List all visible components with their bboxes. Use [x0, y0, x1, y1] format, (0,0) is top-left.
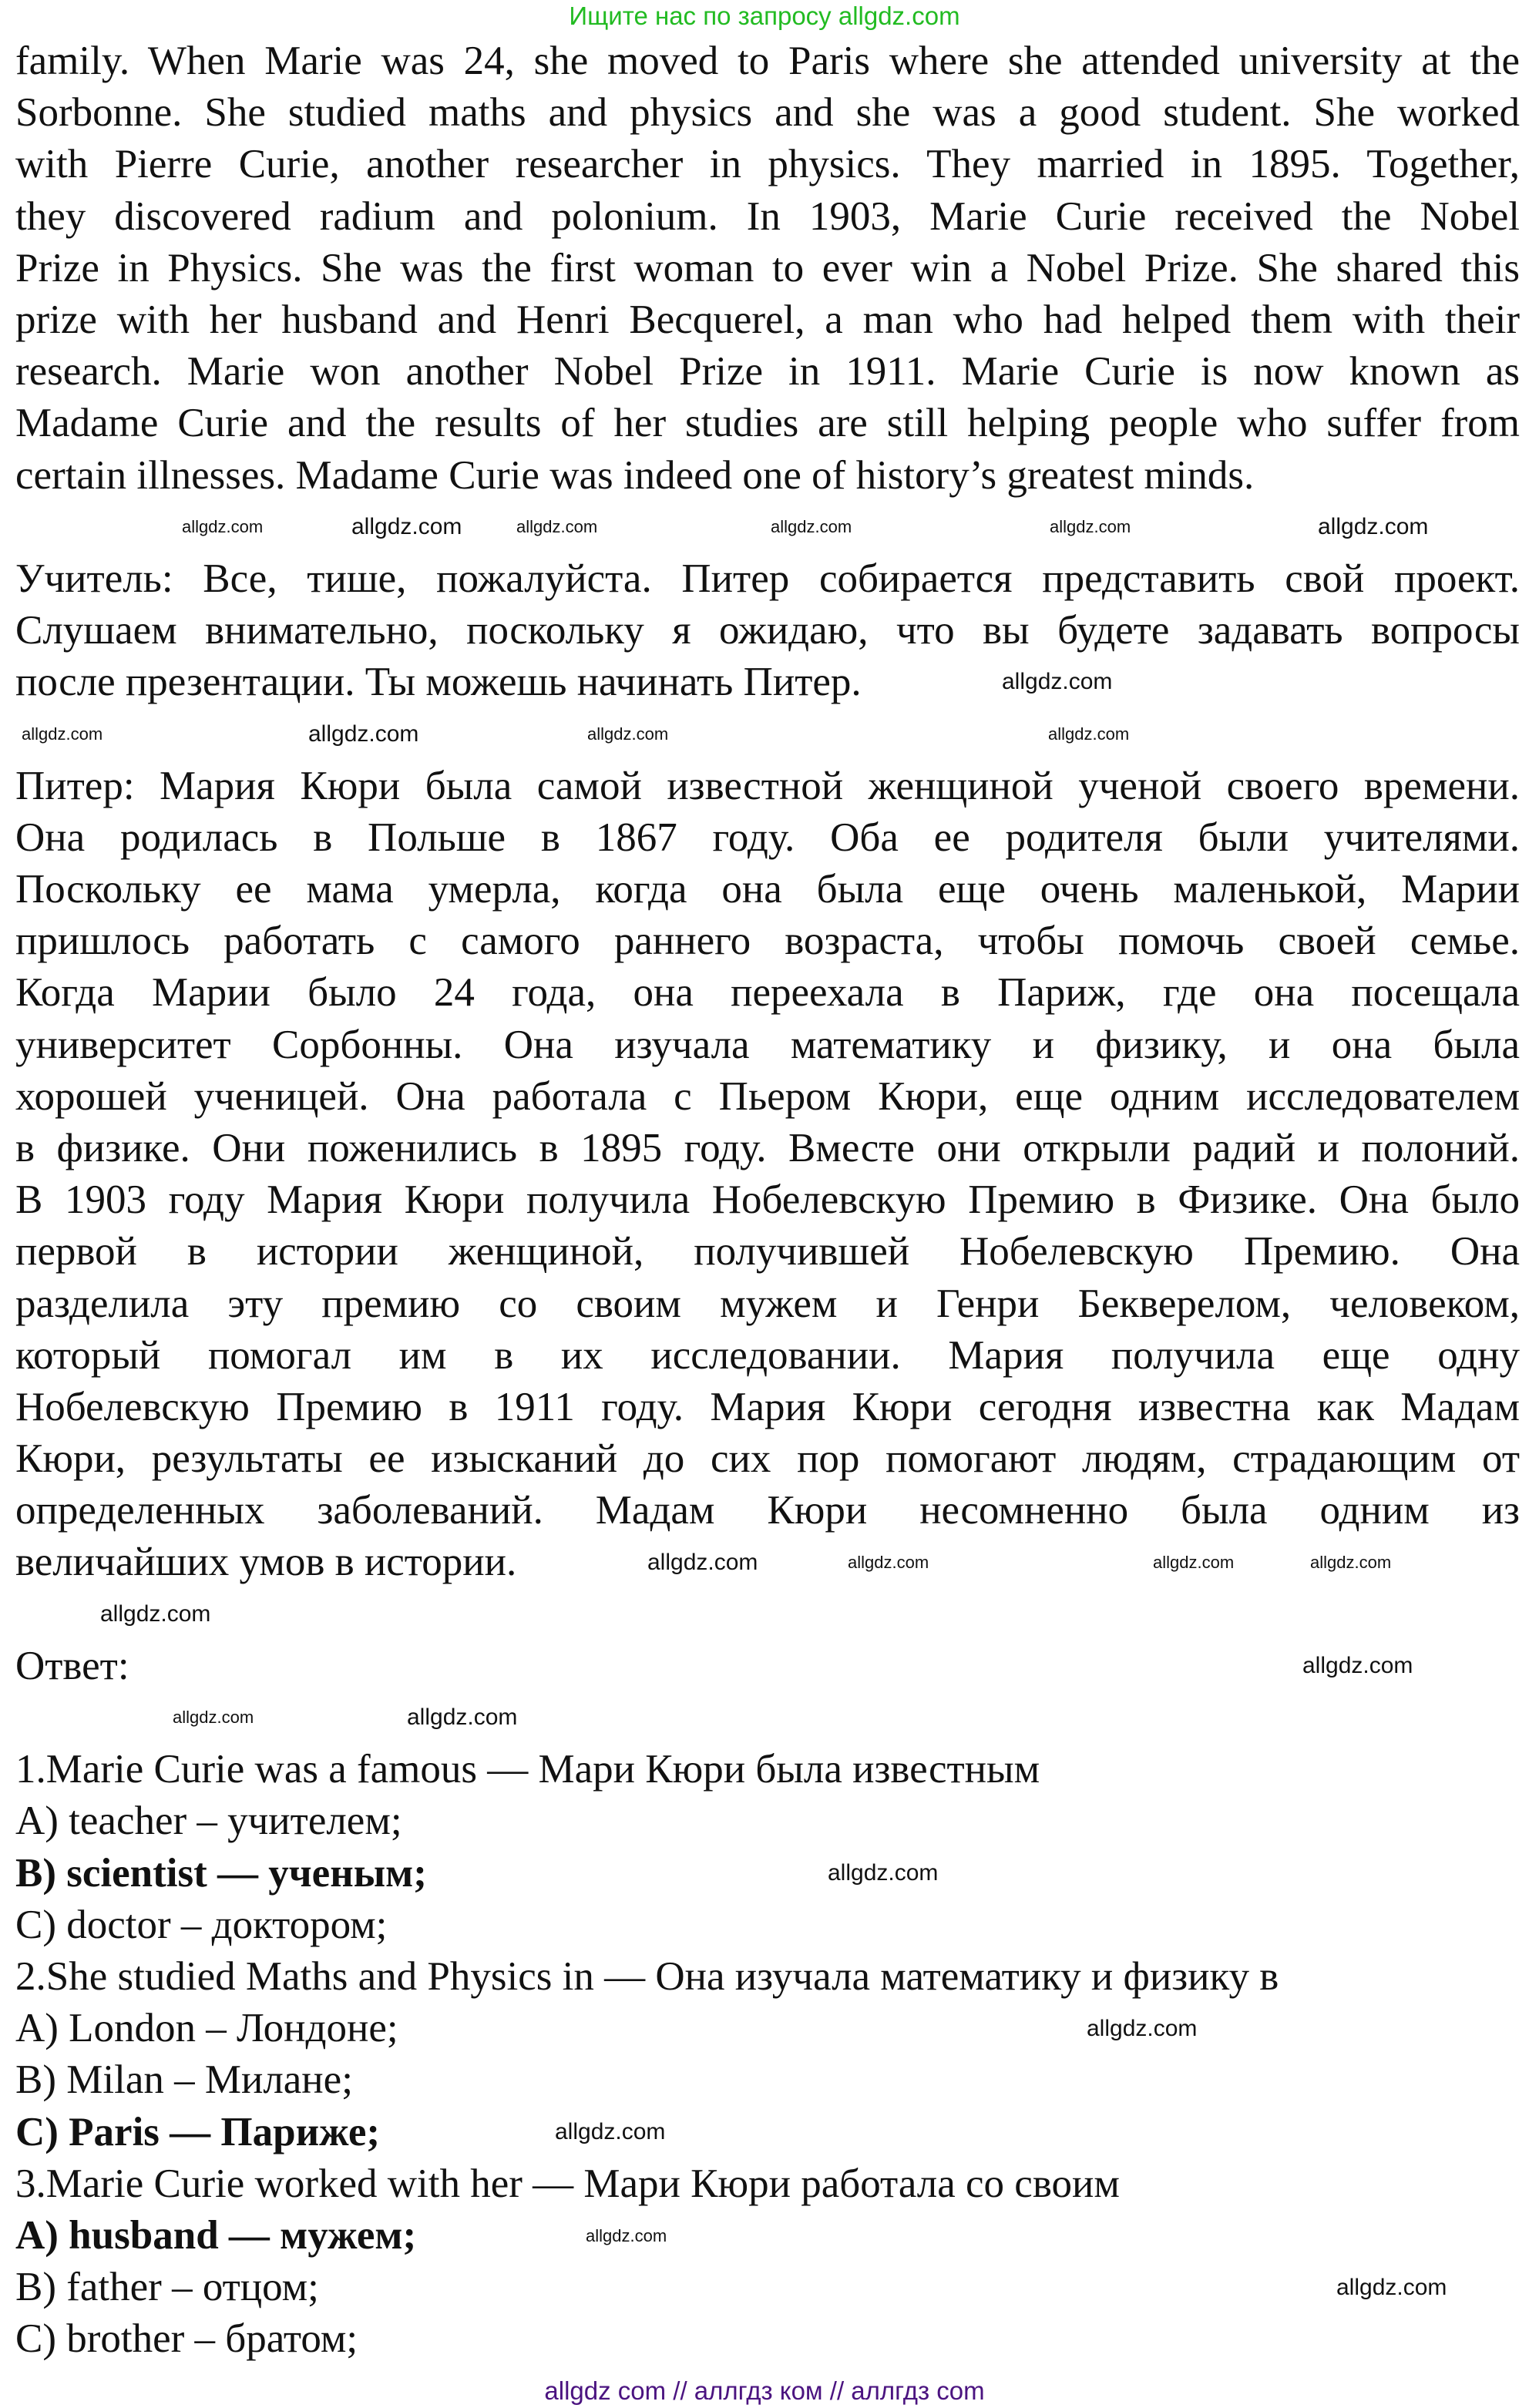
text-line: который помогал им в их исследовании. Мария получила еще одну — [15, 1332, 1520, 1378]
watermark: allgdz.com — [173, 1708, 254, 1727]
text-line: Нобелевскую Премию в 1911 году. Мария Кюри сегодня известна как Мадам — [15, 1384, 1520, 1429]
text-line: хорошей ученицей. Она работала с Пьером Кюри, еще одним исследователем — [15, 1073, 1520, 1119]
text-line: первой в истории женщиной, получившей Нобелевскую Премию. Она — [15, 1229, 1520, 1275]
answer-block — [15, 1744, 1520, 2365]
answer-line: C) brother – братом; — [15, 2316, 358, 2362]
correct-answer-line: A) husband — мужем; — [15, 2212, 417, 2258]
text-line: Sorbonne. She studied maths and physics and she was a good student. She worked — [15, 90, 1520, 136]
text-line: Когда Марии было 24 года, она переехала в Париж, где она посещала — [15, 970, 1520, 1016]
watermark: allgdz.com — [828, 1860, 939, 1886]
text-line: prize with her husband and Henri Becquerel, a man who had helped them with their — [15, 297, 1520, 342]
watermark: allgdz.com — [1087, 2016, 1198, 2041]
watermark: allgdz.com — [1048, 724, 1130, 744]
text-line: после презентации. Ты можешь начинать Питер. — [15, 660, 862, 705]
watermark: allgdz.com — [1318, 514, 1429, 539]
paragraph — [15, 553, 1520, 709]
text-line: research. Marie won another Nobel Prize in 1911. Marie Curie is now known as — [15, 349, 1520, 395]
watermark: allgdz.com — [308, 721, 419, 747]
text-line: Питер: Мария Кюри была самой известной женщиной ученой своего времени. — [15, 763, 1520, 808]
text-line: Она родилась в Польше в 1867 году. Оба ее родителя были учителями. — [15, 814, 1520, 860]
watermark: allgdz.com — [1302, 1653, 1413, 1678]
watermark: allgdz.com — [587, 724, 669, 744]
paragraph-spacer — [15, 708, 1520, 760]
text-line: разделила эту премию со своим мужем и Генри Бекверелом, человеком, — [15, 1281, 1520, 1326]
text-line: определенных заболеваний. Мадам Кюри несомненно была одним из — [15, 1488, 1520, 1533]
watermark: allgdz.com — [1153, 1553, 1235, 1572]
text-line: величайших умов в истории. — [15, 1540, 517, 1585]
watermark: allgdz.com — [516, 517, 598, 536]
text-line: Слушаем внимательно, поскольку я ожидаю, что вы будете задавать вопросы — [15, 608, 1520, 653]
answer-line: C) doctor – доктором; — [15, 1902, 388, 1947]
document-body — [15, 35, 1520, 2365]
text-line: Madame Curie and the results of her studies are still helping people who suffer from — [15, 401, 1520, 446]
answer-line: Ответ: — [15, 1643, 129, 1688]
text-line: certain illnesses. Madame Curie was indeed one of history’s greatest minds. — [15, 452, 1255, 498]
text-line: пришлось работать с самого раннего возраста, чтобы помочь своей семье. — [15, 919, 1520, 964]
text-line: Кюри, результаты ее изысканий до сих пор помогают людям, страдающим от — [15, 1436, 1520, 1482]
watermark: allgdz.com — [586, 2226, 667, 2245]
text-line: with Pierre Curie, another researcher in physics. They married in 1895. Together, — [15, 142, 1520, 187]
paragraph — [15, 761, 1520, 1589]
watermark: allgdz.com — [771, 517, 852, 536]
watermark: allgdz.com — [555, 2119, 666, 2144]
watermark: allgdz.com — [100, 1601, 211, 1627]
answer-line: B) Milan – Милане; — [15, 2057, 353, 2103]
paragraph — [15, 35, 1520, 502]
answer-line: 2.She studied Maths and Physics in — Она изучала математику и физику в — [15, 1953, 1279, 1999]
text-line: Prize in Physics. She was the first woman to ever win a Nobel Prize. She shared this — [15, 245, 1520, 291]
answer-line: 3.Marie Curie worked with her — Мари Кюри работала со своим — [15, 2161, 1120, 2206]
watermark: allgdz.com — [647, 1550, 758, 1575]
watermark: allgdz.com — [22, 724, 103, 744]
watermark: allgdz.com — [407, 1704, 518, 1730]
text-line: they discovered radium and polonium. In 1903, Marie Curie received the Nobel — [15, 193, 1520, 239]
answer-line: A) teacher – учителем; — [15, 1798, 402, 1844]
watermark: allgdz.com — [1050, 517, 1131, 536]
watermark: allgdz.com — [1002, 669, 1113, 694]
answer-line: A) London – Лондоне; — [15, 2006, 398, 2051]
watermark: allgdz.com — [1310, 1553, 1392, 1572]
correct-answer-line: C) Paris — Париже; — [15, 2109, 381, 2154]
text-line: Учитель: Все, тише, пожалуйста. Питер собирается представить свой проект. — [15, 556, 1520, 601]
answer-line: 1.Marie Curie was a famous — Мари Кюри была известным — [15, 1747, 1040, 1792]
text-line: family. When Marie was 24, she moved to Paris where she attended university at the — [15, 39, 1520, 83]
correct-answer-line: B) scientist — ученым; — [15, 1850, 427, 1896]
watermark: allgdz.com — [1336, 2275, 1447, 2300]
watermark: allgdz.com — [182, 517, 264, 536]
answer-line: B) father – отцом; — [15, 2265, 319, 2310]
text-line: университет Сорбонны. Она изучала математику и физику, и она была — [15, 1022, 1520, 1067]
watermark: allgdz.com — [351, 514, 462, 539]
answer-block — [15, 1641, 1520, 1692]
paragraph-spacer — [15, 1589, 1520, 1641]
text-line: в физике. Они поженились в 1895 году. Вместе они открыли радий и полоний. — [15, 1125, 1520, 1170]
footer-watermark: allgdz com // аллгдз ком // аллгдз com — [544, 2376, 985, 2405]
header-watermark: Ищите нас по запросу allgdz.com — [569, 2, 960, 30]
text-line: Поскольку ее мама умерла, когда она была еще очень маленькой, Марии — [15, 867, 1520, 912]
text-line: В 1903 году Мария Кюри получила Нобелевскую Премию в Физике. Она было — [15, 1177, 1520, 1223]
watermark: allgdz.com — [848, 1553, 929, 1572]
